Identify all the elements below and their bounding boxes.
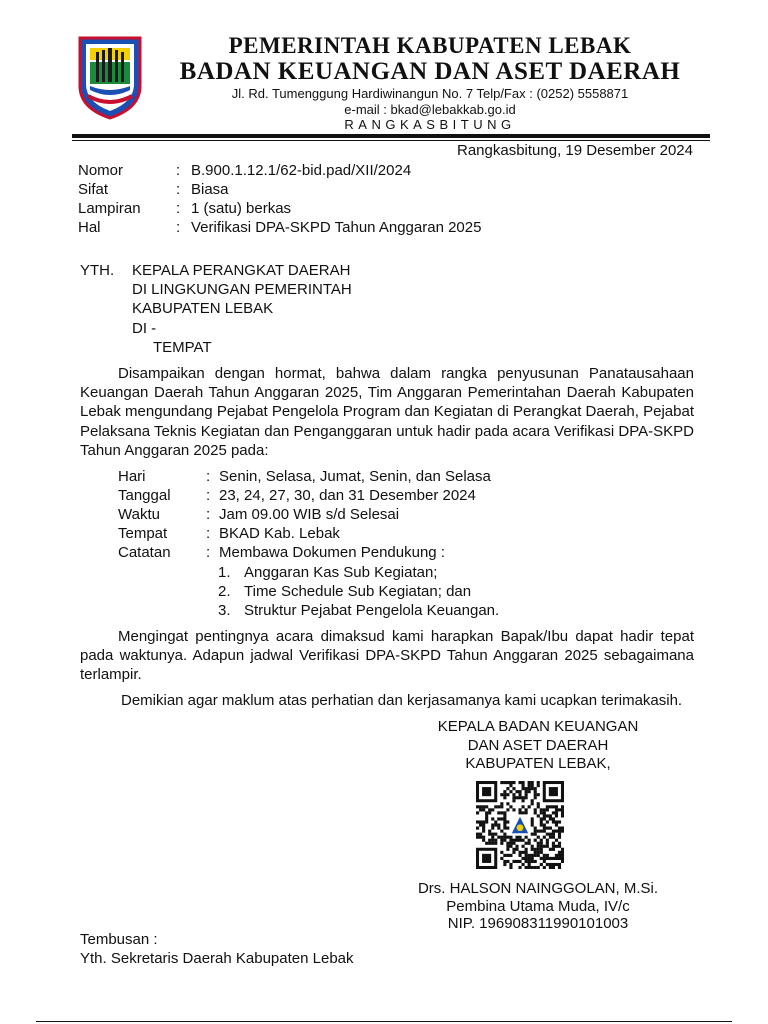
cc-label: Tembusan : bbox=[80, 931, 158, 948]
detail-label: Tanggal bbox=[118, 487, 171, 504]
page-bottom-rule bbox=[36, 1021, 732, 1022]
lebak-regency-emblem-icon bbox=[76, 34, 144, 120]
letterhead-government-name: PEMERINTAH KABUPATEN LEBAK bbox=[228, 33, 632, 58]
detail-label: Waktu bbox=[118, 506, 160, 523]
letter-date: Rangkasbitung, 19 Desember 2024 bbox=[457, 142, 693, 159]
recipient-line: DI LINGKUNGAN PEMERINTAH bbox=[132, 281, 352, 298]
body-paragraph-request-text: Mengingat pentingnya acara dimaksud kami harapkan Bapak/Ibu dapat hadir tepat pada waktunya. Adapun jadwal Verifikasi DPA-SKPD Tahun Anggaran 2025 sebagaimana terlampir. bbox=[80, 628, 694, 684]
detail-note: Membawa Dokumen Pendukung : bbox=[219, 544, 445, 561]
letterhead-address: Jl. Rd. Tumenggung Hardiwinangun No. 7 Telp/Fax : (0252) 5558871 bbox=[231, 86, 629, 101]
recipient-line: DI - bbox=[132, 320, 157, 337]
cc-recipient: Yth. Sekretaris Daerah Kabupaten Lebak bbox=[80, 950, 354, 967]
meta-colon: : bbox=[176, 162, 181, 179]
letterhead-divider-thin bbox=[72, 140, 710, 141]
note-item: Time Schedule Sub Kegiatan; dan bbox=[244, 583, 472, 600]
detail-place: BKAD Kab. Lebak bbox=[219, 525, 340, 542]
detail-date: 23, 24, 27, 30, dan 31 Desember 2024 bbox=[219, 487, 476, 504]
meta-colon: : bbox=[176, 219, 181, 236]
meta-label: Nomor bbox=[78, 162, 124, 179]
detail-colon: : bbox=[206, 544, 211, 561]
recipient-line: KABUPATEN LEBAK bbox=[132, 300, 274, 317]
closing-sentence: Demikian agar maklum atas perhatian dan kerjasamanya kami ucapkan terimakasih. bbox=[121, 692, 683, 709]
detail-label: Catatan bbox=[118, 544, 171, 561]
meta-nature: Biasa bbox=[191, 181, 229, 198]
meta-number: B.900.1.12.1/62-bid.pad/XII/2024 bbox=[191, 162, 412, 179]
letterhead-email: e-mail : bkad@lebakkab.go.id bbox=[344, 102, 516, 117]
signatory-rank: Pembina Utama Muda, IV/c bbox=[446, 898, 630, 915]
meta-label: Lampiran bbox=[78, 200, 141, 217]
letterhead-divider bbox=[72, 134, 710, 138]
note-item: Struktur Pejabat Pengelola Keuangan. bbox=[244, 602, 500, 619]
recipient-prefix: YTH. bbox=[80, 262, 115, 279]
note-item: Anggaran Kas Sub Kegiatan; bbox=[244, 564, 438, 581]
meta-colon: : bbox=[176, 181, 181, 198]
body-paragraph-request bbox=[80, 627, 694, 685]
meta-subject: Verifikasi DPA-SKPD Tahun Anggaran 2025 bbox=[191, 219, 482, 236]
body-paragraph-intro-text: Disampaikan dengan hormat, bahwa dalam rangka penyusunan Panatausahaan Keuangan Daerah Tahun Anggaran 2025, Tim Anggaran Pemerintahan Daerah Kabupaten Lebak mengundang Pejabat Pengelola Program dan Kegiatan di Perangkat Daerah, Pejabat Pelaksana Teknis Kegiatan dan Penganggaran untuk hadir pada acara Verifikasi DPA-SKPD Tahun Anggaran 2025 pada: bbox=[80, 365, 694, 459]
signature-title: DAN ASET DAERAH bbox=[467, 737, 609, 754]
qr-code-signature-icon bbox=[476, 781, 564, 869]
signatory-name: Drs. HALSON NAINGGOLAN, M.Si. bbox=[417, 880, 659, 897]
meta-attachment: 1 (satu) berkas bbox=[191, 200, 292, 217]
recipient-place: TEMPAT bbox=[153, 339, 212, 356]
signature-title: KEPALA BADAN KEUANGAN bbox=[437, 718, 639, 735]
detail-colon: : bbox=[206, 487, 211, 504]
detail-time: Jam 09.00 WIB s/d Selesai bbox=[219, 506, 400, 523]
letterhead-agency-name: BADAN KEUANGAN DAN ASET DAERAH bbox=[179, 58, 681, 85]
body-paragraph-intro bbox=[80, 364, 694, 460]
letterhead-city: RANGKASBITUNG bbox=[344, 117, 516, 132]
note-number: 3. bbox=[218, 602, 231, 619]
meta-colon: : bbox=[176, 200, 181, 217]
detail-day: Senin, Selasa, Jumat, Senin, dan Selasa bbox=[219, 468, 491, 485]
detail-label: Hari bbox=[118, 468, 146, 485]
meta-label: Sifat bbox=[78, 181, 109, 198]
signatory-nip: NIP. 196908311990101003 bbox=[447, 915, 629, 932]
signature-title: KABUPATEN LEBAK, bbox=[465, 755, 611, 772]
note-number: 2. bbox=[218, 583, 231, 600]
recipient-line: KEPALA PERANGKAT DAERAH bbox=[132, 262, 351, 279]
note-number: 1. bbox=[218, 564, 231, 581]
detail-colon: : bbox=[206, 506, 211, 523]
detail-colon: : bbox=[206, 525, 211, 542]
meta-label: Hal bbox=[78, 219, 101, 236]
detail-colon: : bbox=[206, 468, 211, 485]
detail-label: Tempat bbox=[118, 525, 168, 542]
